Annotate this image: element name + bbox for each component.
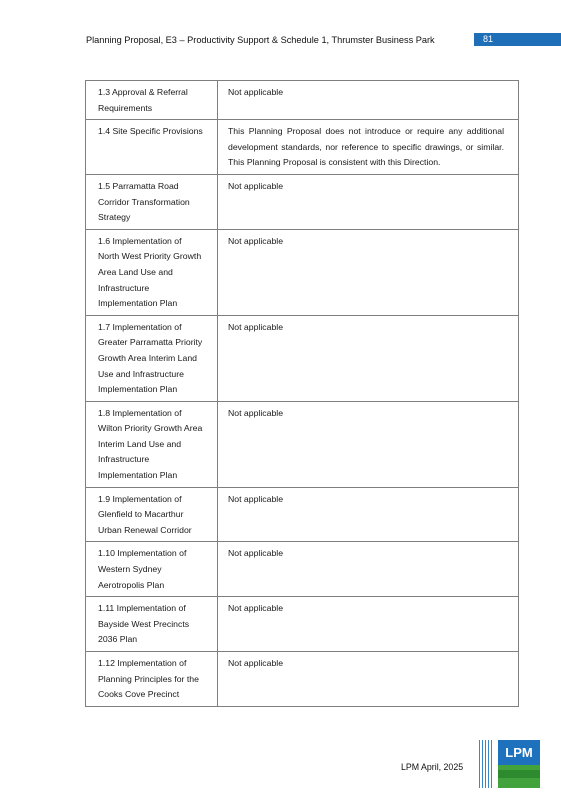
table-row xyxy=(86,81,519,120)
table-row xyxy=(86,652,519,707)
response-cell: Not applicable xyxy=(218,229,519,315)
response-cell: Not applicable xyxy=(218,81,519,120)
lpm-logo xyxy=(478,740,540,788)
page-number-bar xyxy=(474,33,561,46)
logo-text: LPM xyxy=(505,745,533,760)
table-row xyxy=(86,229,519,315)
table-row xyxy=(86,401,519,487)
table-row xyxy=(86,174,519,229)
provision-cell: 1.11 Implementation of Bayside West Precincts 2036 Plan xyxy=(86,597,218,652)
response-cell: This Planning Proposal does not introduce or require any additional development standards, nor reference to specific drawings, or similar. This Planning Proposal is consistent with this Direction. xyxy=(218,120,519,175)
table-row xyxy=(86,120,519,175)
table-row xyxy=(86,315,519,401)
provision-cell: 1.5 Parramatta Road Corridor Transformation Strategy xyxy=(86,174,218,229)
page-header-title: Planning Proposal, E3 – Productivity Support & Schedule 1, Thrumster Business Park xyxy=(86,35,435,45)
provision-cell: 1.4 Site Specific Provisions xyxy=(86,120,218,175)
provision-cell: 1.6 Implementation of North West Priority Growth Area Land Use and Infrastructure Implementation Plan xyxy=(86,229,218,315)
logo-mark xyxy=(498,740,540,788)
page-number: 81 xyxy=(483,34,494,44)
table-row xyxy=(86,597,519,652)
provision-cell: 1.9 Implementation of Glenfield to Macarthur Urban Renewal Corridor xyxy=(86,487,218,542)
provision-cell: 1.10 Implementation of Western Sydney Aerotropolis Plan xyxy=(86,542,218,597)
logo-stripes xyxy=(478,740,496,788)
response-cell: Not applicable xyxy=(218,597,519,652)
response-cell: Not applicable xyxy=(218,652,519,707)
planning-directions-table xyxy=(85,80,519,707)
table-row xyxy=(86,487,519,542)
response-cell: Not applicable xyxy=(218,542,519,597)
footer-date: LPM April, 2025 xyxy=(401,762,464,772)
provision-cell: 1.8 Implementation of Wilton Priority Growth Area Interim Land Use and Infrastructure Implementation Plan xyxy=(86,401,218,487)
logo-green-band xyxy=(498,770,540,778)
provision-cell: 1.7 Implementation of Greater Parramatta Priority Growth Area Interim Land Use and Infrastructure Implementation Plan xyxy=(86,315,218,401)
table-row xyxy=(86,542,519,597)
provision-cell: 1.3 Approval & Referral Requirements xyxy=(86,81,218,120)
provision-cell: 1.12 Implementation of Planning Principles for the Cooks Cove Precinct xyxy=(86,652,218,707)
response-cell: Not applicable xyxy=(218,487,519,542)
response-cell: Not applicable xyxy=(218,401,519,487)
response-cell: Not applicable xyxy=(218,315,519,401)
response-cell: Not applicable xyxy=(218,174,519,229)
